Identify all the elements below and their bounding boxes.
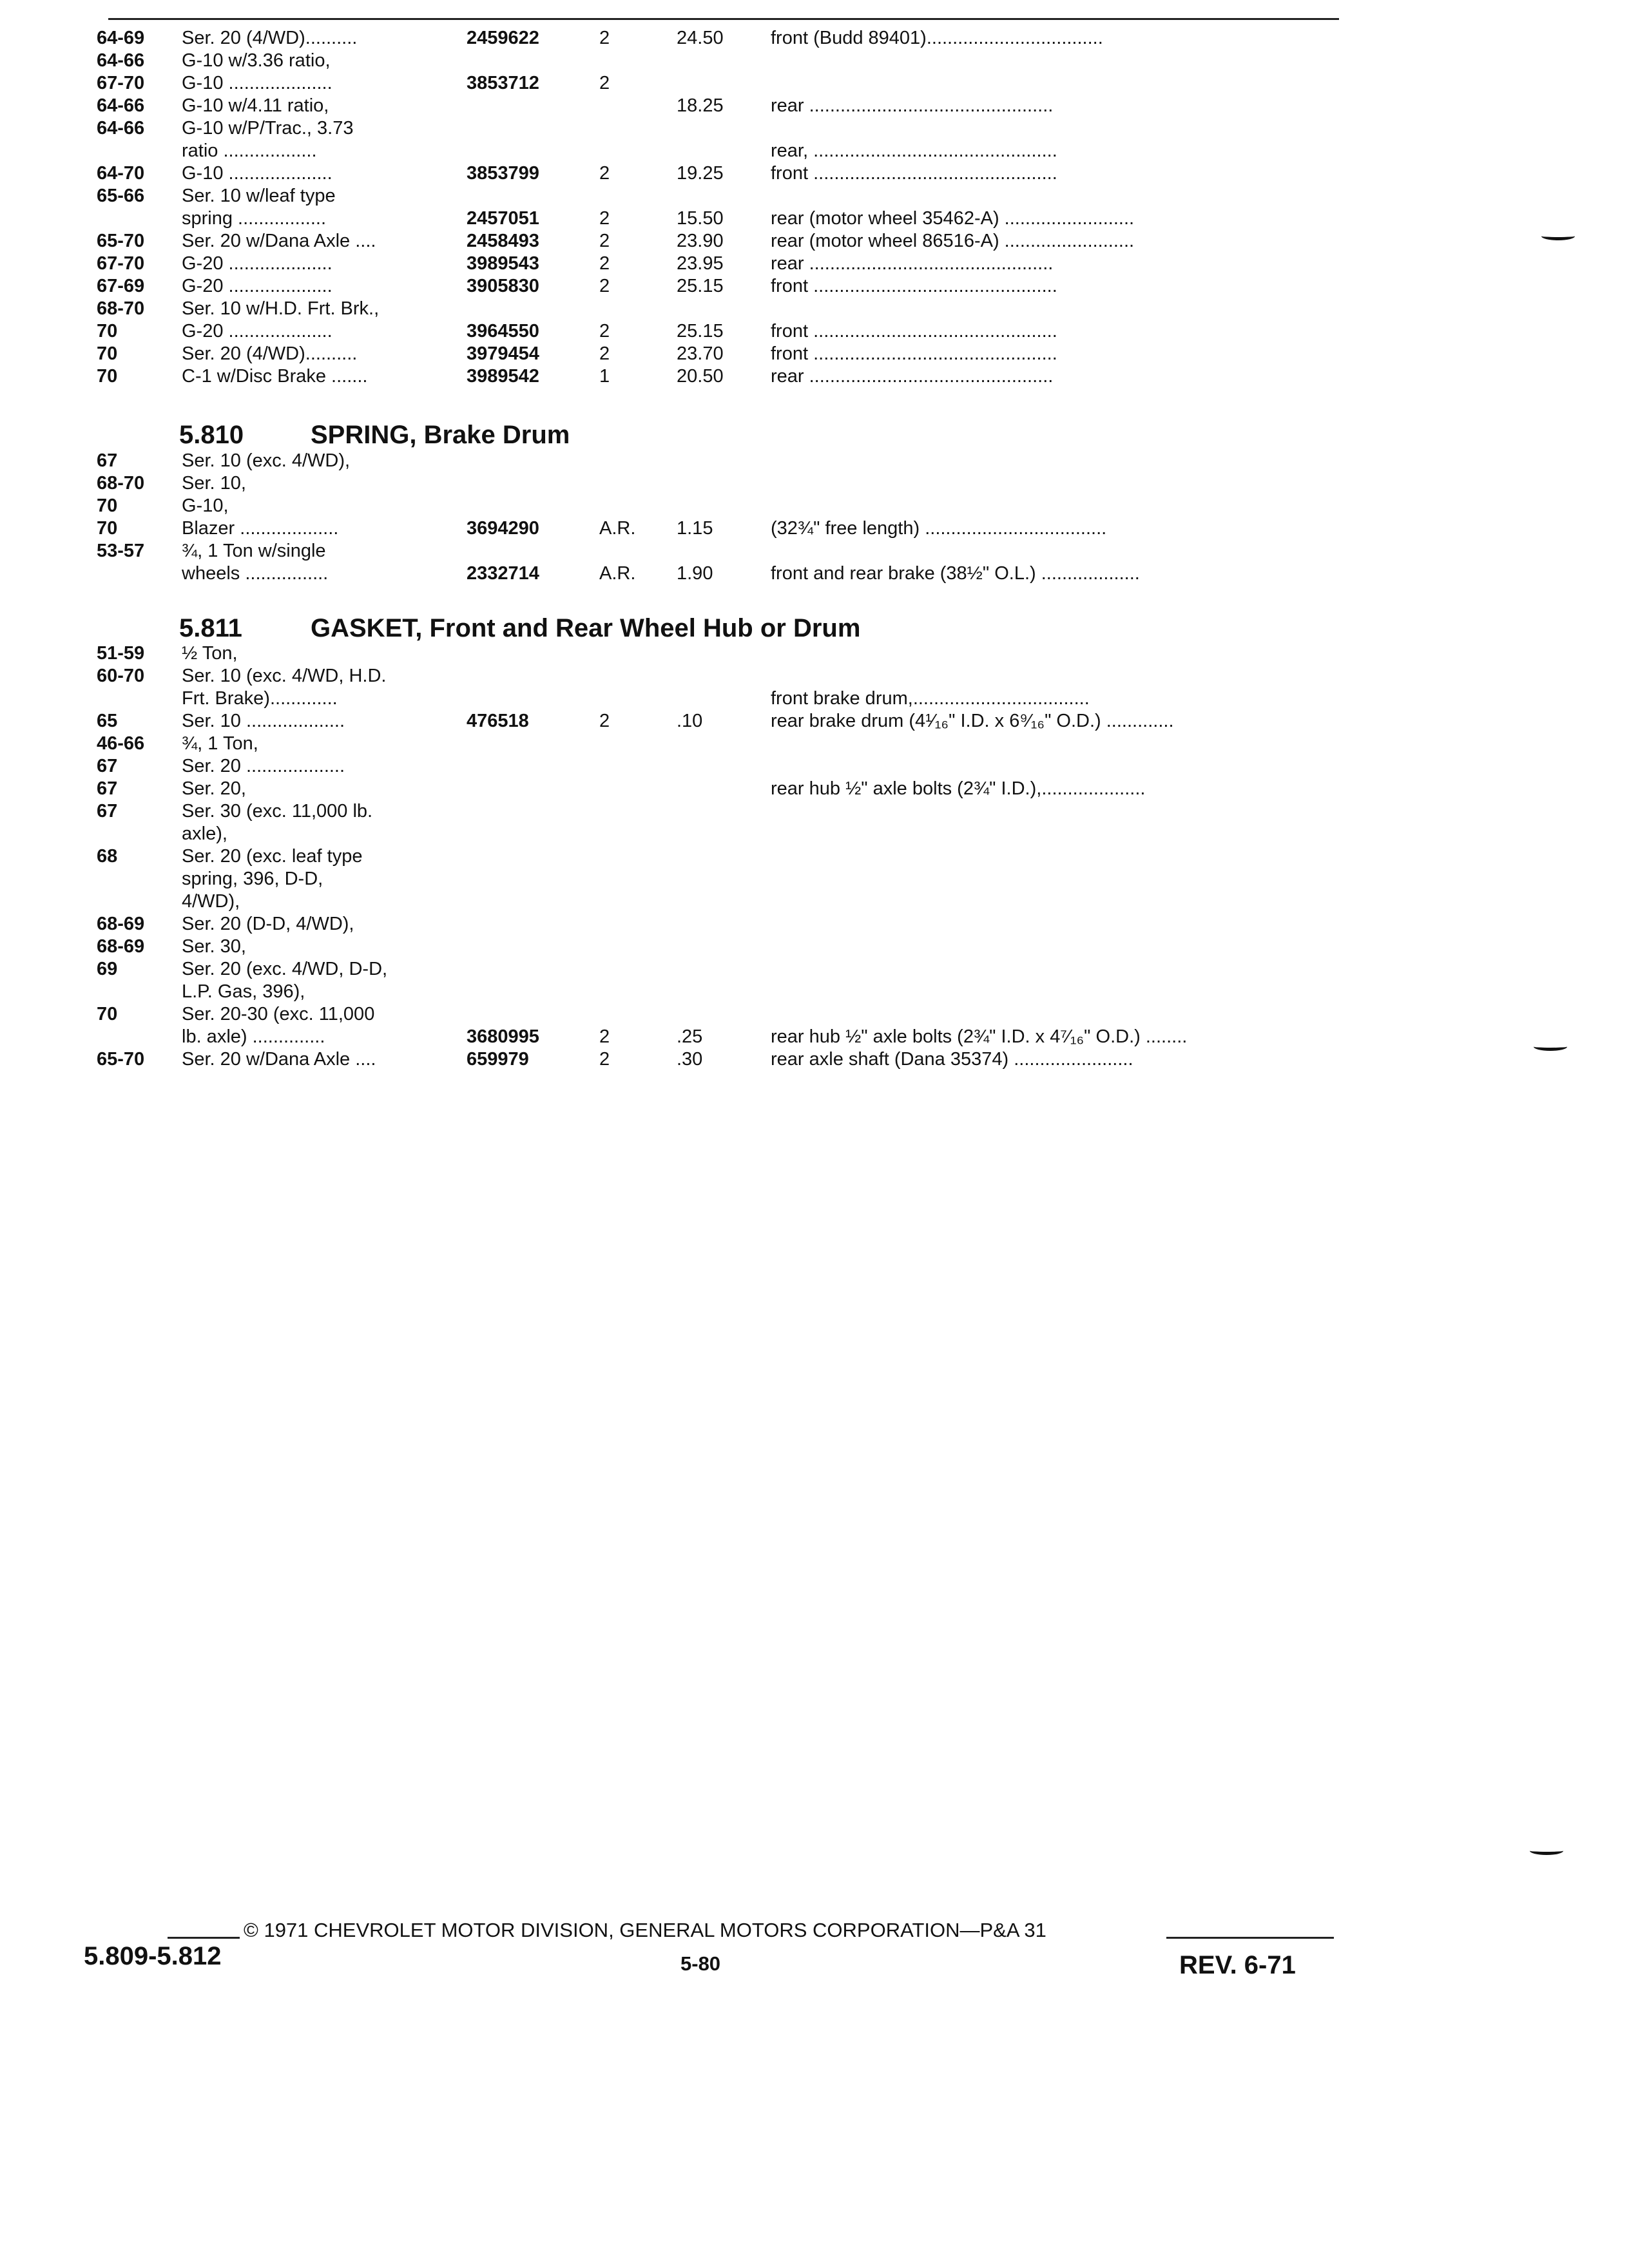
table-row (0, 867, 1353, 891)
application-description: G-10 w/P/Trac., 3.73 (182, 118, 354, 139)
part-number: 2459622 (467, 28, 539, 48)
application-description: lb. axle) .............. (182, 1026, 325, 1047)
remarks: rear hub ½" axle bolts (2¾" I.D.),.................... (771, 778, 1146, 799)
binder-punch-mark (1534, 1043, 1567, 1051)
application-description: ¾, 1 Ton w/single (182, 541, 326, 561)
part-number: 3979454 (467, 343, 539, 364)
application-description: Ser. 20 ................... (182, 756, 345, 776)
table-row (0, 116, 1353, 140)
application-description: Ser. 10 w/leaf type (182, 186, 336, 206)
model-year: 67-69 (97, 276, 145, 296)
application-description: Ser. 10, (182, 473, 246, 494)
list-price: .30 (677, 1049, 703, 1070)
quantity: 2 (599, 163, 610, 184)
application-description: G-10 .................... (182, 73, 333, 93)
model-year: 68-69 (97, 936, 145, 957)
table-row (0, 71, 1353, 95)
table-row (0, 776, 1353, 801)
model-year: 68 (97, 846, 118, 867)
list-price: 18.25 (677, 95, 724, 116)
remarks: rear axle shaft (Dana 35374) ....................... (771, 1049, 1133, 1070)
application-description: G-10 w/4.11 ratio, (182, 95, 329, 116)
model-year: 64-69 (97, 28, 145, 48)
list-price: 23.90 (677, 231, 724, 251)
remarks: rear (motor wheel 35462-A) ......................... (771, 208, 1135, 229)
list-price: 20.50 (677, 366, 724, 387)
section-range: 5.809-5.812 (84, 1942, 222, 1970)
table-row (0, 494, 1353, 518)
model-year: 64-70 (97, 163, 145, 184)
model-year: 70 (97, 495, 118, 516)
quantity: 2 (599, 343, 610, 364)
application-description: Ser. 20 w/Dana Axle .... (182, 231, 376, 251)
model-year: 65-70 (97, 231, 145, 251)
model-year: 68-69 (97, 914, 145, 934)
application-description: ½ Ton, (182, 643, 238, 664)
model-year: 67-70 (97, 73, 145, 93)
remarks: front (Budd 89401).................................. (771, 28, 1103, 48)
list-price: .10 (677, 711, 703, 731)
remarks: rear ............................................... (771, 95, 1054, 116)
remarks: front brake drum,.................................. (771, 688, 1090, 709)
part-number: 3989543 (467, 253, 539, 274)
application-description: ratio .................. (182, 140, 317, 161)
application-description: spring ................. (182, 208, 327, 229)
list-price: 24.50 (677, 28, 724, 48)
list-price: 15.50 (677, 208, 724, 229)
table-row (0, 341, 1353, 366)
part-number: 3853799 (467, 163, 539, 184)
table-row (0, 539, 1353, 563)
quantity: A.R. (599, 518, 636, 539)
binder-punch-mark (1530, 1847, 1563, 1855)
list-price: .25 (677, 1026, 703, 1047)
model-year: 64-66 (97, 50, 145, 71)
application-description: Ser. 10 ................... (182, 711, 345, 731)
table-row (0, 26, 1353, 50)
model-year: 68-70 (97, 298, 145, 319)
remarks: front ............................................... (771, 321, 1057, 341)
table-row (0, 139, 1353, 163)
quantity: 2 (599, 711, 610, 731)
model-year: 67 (97, 450, 118, 471)
application-description: Ser. 20 (4/WD).......... (182, 343, 358, 364)
table-row (0, 957, 1353, 981)
remarks: front ............................................... (771, 276, 1057, 296)
model-year: 67 (97, 778, 118, 799)
table-row (0, 731, 1353, 756)
table-row (0, 229, 1353, 253)
part-number: 3853712 (467, 73, 539, 93)
model-year: 67 (97, 801, 118, 822)
table-row (0, 251, 1353, 276)
quantity: 2 (599, 1026, 610, 1047)
section-title: GASKET, Front and Rear Wheel Hub or Drum (311, 614, 861, 642)
table-row (0, 799, 1353, 823)
remarks: rear, ............................................... (771, 140, 1057, 161)
table-row (0, 1024, 1353, 1049)
part-number: 3964550 (467, 321, 539, 341)
application-description: Ser. 20 (exc. 4/WD, D-D, (182, 959, 388, 979)
quantity: 1 (599, 366, 610, 387)
application-description: spring, 396, D-D, (182, 869, 323, 889)
application-description: Ser. 30, (182, 936, 246, 957)
list-price: 23.95 (677, 253, 724, 274)
part-number: 3905830 (467, 276, 539, 296)
part-number: 3680995 (467, 1026, 539, 1047)
quantity: 2 (599, 253, 610, 274)
footer-rule-left (168, 1937, 240, 1939)
application-description: G-10 .................... (182, 163, 333, 184)
table-row (0, 296, 1353, 321)
table-row (0, 319, 1353, 343)
model-year: 70 (97, 1004, 118, 1024)
table-row (0, 889, 1353, 914)
application-description: G-20 .................... (182, 253, 333, 274)
table-row (0, 934, 1353, 959)
table-row (0, 1002, 1353, 1026)
list-price: 25.15 (677, 321, 724, 341)
section-number: 5.811 (179, 614, 242, 642)
application-description: G-20 .................... (182, 321, 333, 341)
footer-rule-right (1166, 1937, 1334, 1939)
application-description: 4/WD), (182, 891, 240, 912)
application-description: Ser. 10 (exc. 4/WD), (182, 450, 351, 471)
part-number: 2332714 (467, 563, 539, 584)
application-description: axle), (182, 823, 227, 844)
table-row (0, 686, 1353, 711)
quantity: 2 (599, 231, 610, 251)
model-year: 64-66 (97, 95, 145, 116)
remarks: (32¾" free length) ................................... (771, 518, 1107, 539)
table-row (0, 979, 1353, 1004)
model-year: 70 (97, 518, 118, 539)
model-year: 70 (97, 366, 118, 387)
remarks: rear (motor wheel 86516-A) ......................... (771, 231, 1135, 251)
model-year: 67-70 (97, 253, 145, 274)
application-description: Ser. 30 (exc. 11,000 lb. (182, 801, 373, 822)
model-year: 60-70 (97, 666, 145, 686)
quantity: 2 (599, 1049, 610, 1070)
table-row (0, 161, 1353, 186)
binder-punch-mark (1541, 232, 1575, 240)
table-row (0, 274, 1353, 298)
application-description: G-10 w/3.36 ratio, (182, 50, 331, 71)
part-number: 659979 (467, 1049, 529, 1070)
quantity: 2 (599, 321, 610, 341)
revision-date: REV. 6-71 (1179, 1951, 1296, 1979)
table-row (0, 93, 1353, 118)
table-row (0, 912, 1353, 936)
remarks: front ............................................... (771, 163, 1057, 184)
application-description: Ser. 20, (182, 778, 246, 799)
model-year: 51-59 (97, 643, 145, 664)
application-description: Ser. 20-30 (exc. 11,000 (182, 1004, 375, 1024)
model-year: 67 (97, 756, 118, 776)
application-description: Ser. 20 (exc. leaf type (182, 846, 363, 867)
table-row (0, 471, 1353, 495)
remarks: rear brake drum (4¹⁄₁₆" I.D. x 6⁹⁄₁₆" O.D.) ............. (771, 711, 1174, 731)
table-row (0, 206, 1353, 231)
part-number: 2457051 (467, 208, 539, 229)
model-year: 65-66 (97, 186, 145, 206)
model-year: 46-66 (97, 733, 145, 754)
table-row (0, 516, 1353, 541)
application-description: Frt. Brake)............. (182, 688, 338, 709)
part-number: 3989542 (467, 366, 539, 387)
model-year: 53-57 (97, 541, 145, 561)
quantity: 2 (599, 73, 610, 93)
part-number: 476518 (467, 711, 529, 731)
table-row (0, 844, 1353, 869)
application-description: Ser. 10 (exc. 4/WD, H.D. (182, 666, 387, 686)
table-row (0, 664, 1353, 688)
table-row (0, 754, 1353, 778)
model-year: 64-66 (97, 118, 145, 139)
table-row (0, 709, 1353, 733)
part-number: 3694290 (467, 518, 539, 539)
model-year: 69 (97, 959, 118, 979)
application-description: ¾, 1 Ton, (182, 733, 258, 754)
remarks: front and rear brake (38½" O.L.) ................... (771, 563, 1140, 584)
table-row (0, 48, 1353, 73)
application-description: L.P. Gas, 396), (182, 981, 305, 1002)
section-title: SPRING, Brake Drum (311, 421, 570, 449)
table-row (0, 448, 1353, 473)
quantity: 2 (599, 208, 610, 229)
quantity: 2 (599, 28, 610, 48)
quantity: 2 (599, 276, 610, 296)
table-row (0, 1047, 1353, 1072)
remarks: rear ............................................... (771, 366, 1054, 387)
application-description: G-20 .................... (182, 276, 333, 296)
table-row (0, 641, 1353, 666)
application-description: wheels ................ (182, 563, 329, 584)
list-price: 25.15 (677, 276, 724, 296)
copyright-line: © 1971 CHEVROLET MOTOR DIVISION, GENERAL MOTORS CORPORATION—P&A 31 (244, 1919, 1046, 1941)
part-number: 2458493 (467, 231, 539, 251)
model-year: 70 (97, 321, 118, 341)
application-description: G-10, (182, 495, 229, 516)
section-heading-5-810 (0, 418, 773, 452)
application-description: Ser. 20 (D-D, 4/WD), (182, 914, 354, 934)
model-year: 65 (97, 711, 118, 731)
table-row (0, 561, 1353, 586)
quantity: A.R. (599, 563, 636, 584)
list-price: 23.70 (677, 343, 724, 364)
remarks: rear hub ½" axle bolts (2¾" I.D. x 4⁷⁄₁₆" O.D.) ........ (771, 1026, 1188, 1047)
top-rule (108, 18, 1339, 20)
table-row (0, 364, 1353, 389)
table-row (0, 184, 1353, 208)
list-price: 1.90 (677, 563, 713, 584)
model-year: 70 (97, 343, 118, 364)
application-description: Ser. 10 w/H.D. Frt. Brk., (182, 298, 380, 319)
list-price: 19.25 (677, 163, 724, 184)
application-description: Blazer ................... (182, 518, 339, 539)
application-description: C-1 w/Disc Brake ....... (182, 366, 368, 387)
application-description: Ser. 20 (4/WD).......... (182, 28, 358, 48)
section-number: 5.810 (179, 421, 244, 449)
list-price: 1.15 (677, 518, 713, 539)
model-year: 68-70 (97, 473, 145, 494)
application-description: Ser. 20 w/Dana Axle .... (182, 1049, 376, 1070)
model-year: 65-70 (97, 1049, 145, 1070)
table-row (0, 822, 1353, 846)
section-heading-5-811 (0, 611, 1031, 646)
remarks: rear ............................................... (771, 253, 1054, 274)
page-number: 5-80 (680, 1952, 721, 1975)
remarks: front ............................................... (771, 343, 1057, 364)
